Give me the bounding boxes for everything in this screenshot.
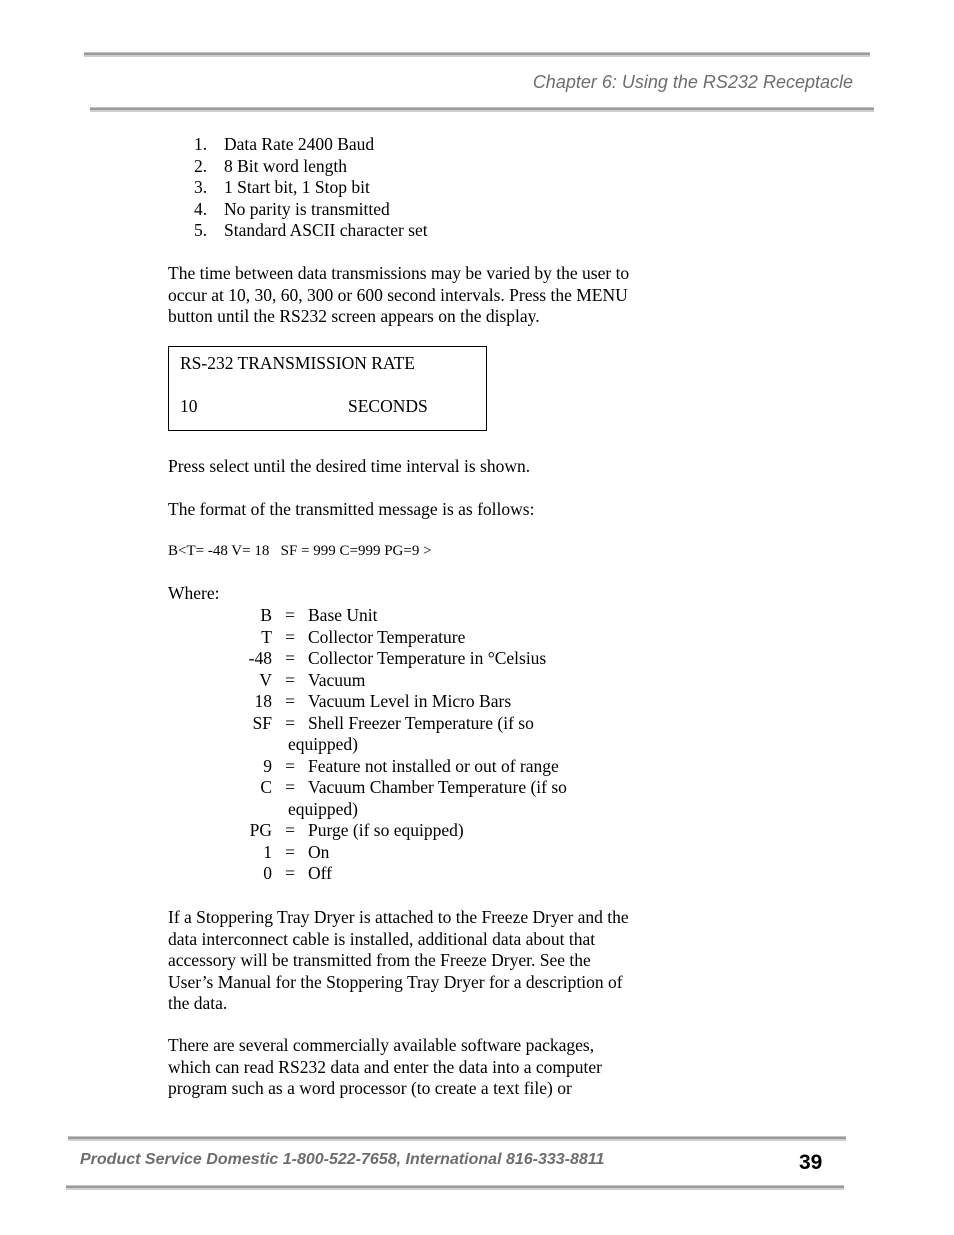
list-item: 2. 8 Bit word length bbox=[194, 155, 347, 176]
definition-row: 18 = Vacuum Level in Micro Bars bbox=[254, 691, 512, 711]
header-rule-bottom bbox=[90, 108, 874, 110]
stoppering-paragraph: If a Stoppering Tray Dryer is attached to the Freeze Dryer and the data interconnect cable is installed, additional data about that accessory will be transmitted from the Freeze Dryer. See the User’s Manual for the Stoppering Tray Dryer for a description of the data. bbox=[168, 907, 629, 1014]
page-number: 39 bbox=[799, 1151, 823, 1174]
definition-row: C = Vacuum Chamber Temperature (if so bbox=[260, 777, 567, 797]
footer-rule-bottom bbox=[66, 1186, 844, 1188]
interval-paragraph: The time between data transmissions may be varied by the user to occur at 10, 30, 60, 300 or 600 second intervals. Press the MENU button until the RS232 screen appears on the display. bbox=[168, 263, 630, 327]
definition-continuation: equipped) bbox=[288, 734, 358, 754]
definition-row: T = Collector Temperature bbox=[261, 626, 466, 647]
settings-list bbox=[194, 134, 428, 242]
definition-row: 1 = On bbox=[263, 841, 330, 862]
list-item: 4. No parity is transmitted bbox=[194, 198, 390, 219]
footer-rule-top bbox=[68, 1137, 846, 1139]
message-example: B<T= -48 V= 18 SF = 999 C=999 PG=9 > bbox=[168, 543, 432, 559]
footer-contact: Product Service Domestic 1-800-522-7658, International 816-333-8811 bbox=[80, 1151, 605, 1168]
definition-row: -48 = Collector Temperature in °Celsius bbox=[248, 648, 547, 668]
display-value: 10 bbox=[180, 396, 198, 416]
display-title: RS-232 TRANSMISSION RATE bbox=[180, 353, 415, 373]
definition-row: B = Base Unit bbox=[260, 605, 378, 625]
format-intro-text: The format of the transmitted message is as follows: bbox=[168, 499, 535, 519]
definition-continuation: equipped) bbox=[288, 798, 358, 819]
display-unit: SECONDS bbox=[348, 396, 428, 416]
list-item: 3. 1 Start bit, 1 Stop bit bbox=[194, 177, 370, 198]
press-select-text: Press select until the desired time interval is shown. bbox=[168, 456, 531, 476]
definition-row: 0 = Off bbox=[263, 863, 332, 883]
where-label: Where: bbox=[168, 583, 220, 603]
definition-row: PG = Purge (if so equipped) bbox=[249, 820, 464, 840]
definition-row: V = Vacuum bbox=[259, 669, 366, 690]
software-paragraph: There are several commercially available software packages, which can read RS232 data and enter the data into a computer program such as a word processor (to create a text file) or bbox=[168, 1035, 602, 1099]
definition-row: 9 = Feature not installed or out of range bbox=[263, 755, 559, 776]
rs232-display-screen bbox=[168, 346, 487, 431]
definition-row: SF = Shell Freezer Temperature (if so bbox=[252, 712, 534, 733]
chapter-title: Chapter 6: Using the RS232 Receptacle bbox=[532, 72, 853, 92]
list-item: 5. Standard ASCII character set bbox=[194, 220, 428, 241]
list-item: 1. Data Rate 2400 Baud bbox=[194, 134, 375, 154]
definitions-table bbox=[236, 605, 608, 885]
header-rule-top bbox=[84, 53, 870, 55]
